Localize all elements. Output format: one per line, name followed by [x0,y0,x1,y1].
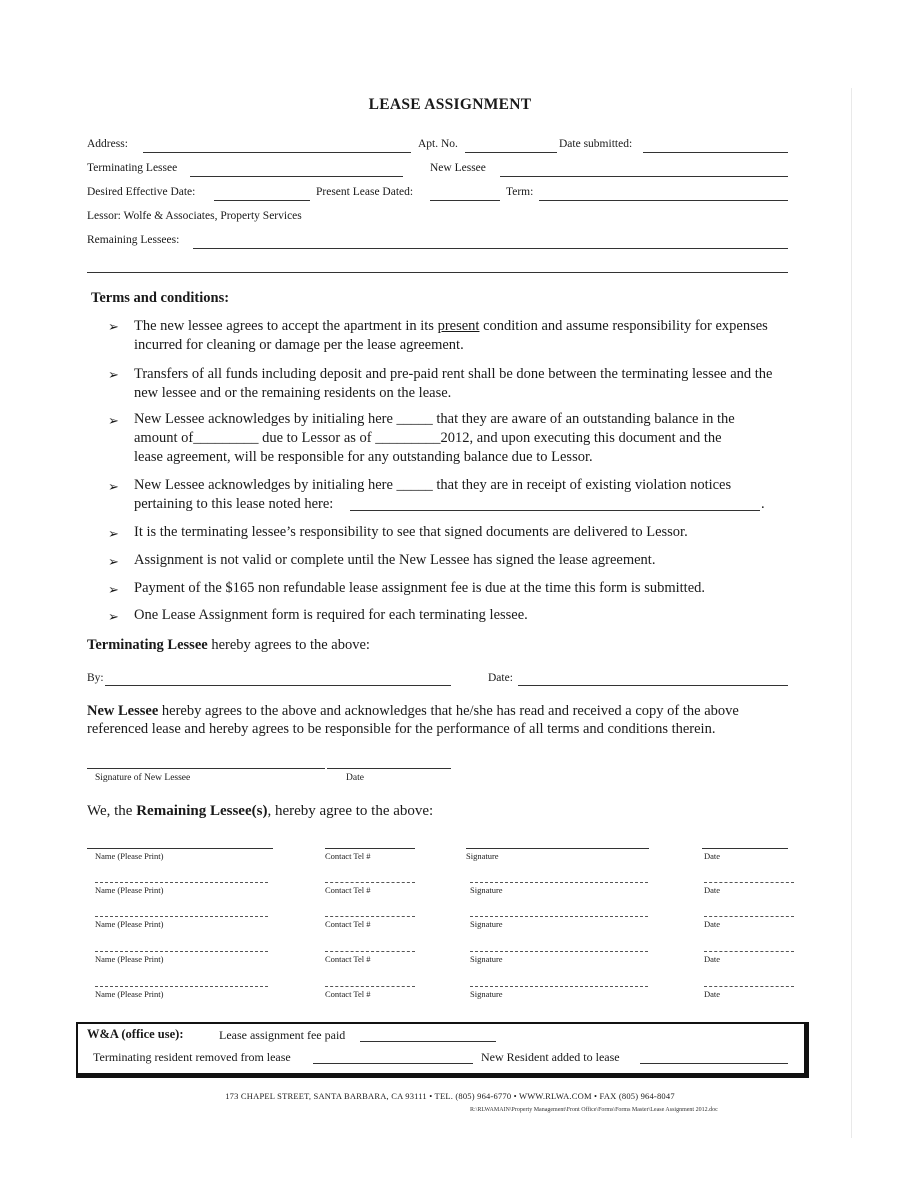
remaining-tel-label: Contact Tel # [325,954,371,964]
bullet-arrow-icon: ➢ [108,319,119,334]
term-label: Term: [506,186,534,198]
remaining-name-label: Name (Please Print) [95,954,164,964]
bullet-arrow-icon: ➢ [108,609,119,624]
page-title: LEASE ASSIGNMENT [368,96,532,113]
bullet-arrow-icon: ➢ [108,413,119,428]
fee-paid-field[interactable] [360,1041,496,1042]
remaining-name-label: Name (Please Print) [95,885,164,895]
term-8: One Lease Assignment form is required for each terminating lessee. [134,607,528,623]
remaining-date-label: Date [704,919,721,929]
remaining-name-field[interactable] [95,951,268,952]
lessor-text: Lessor: Wolfe & Associates, Property Services [87,210,302,222]
remaining-name-field[interactable] [95,986,268,987]
remaining-name-label: Name (Please Print) [95,851,164,861]
term-field[interactable] [539,200,788,201]
fee-paid-label: Lease assignment fee paid [219,1028,346,1042]
terminating-signature-field[interactable] [105,685,451,686]
terminating-agree-text: Terminating Lessee hereby agrees to the above: [87,637,370,653]
office-use-label: W&A (office use): [87,1027,184,1041]
remaining-tel-label: Contact Tel # [325,989,371,999]
remaining-signature-label: Signature [470,885,503,895]
remaining-date-field[interactable] [704,986,794,987]
remaining-signature-label: Signature [470,954,503,964]
remaining-lessees-field[interactable] [193,248,788,249]
footer-file-path: R:\RLWAMAIN\Property Management\Front Office\Forms\Forms Master\Lease Assignment 2012.doc [470,1107,718,1113]
remaining-lessees-label: Remaining Lessees: [87,234,180,246]
term-1: The new lessee agrees to accept the apartment in its present condition and assume responsibility for expenses incurred for cleaning or damage per the lease agreement. [134,318,768,353]
remaining-name-field[interactable] [95,916,268,917]
desired-effective-date-label: Desired Effective Date: [87,186,196,198]
date-submitted-field[interactable] [643,152,788,153]
terminating-lessee-label: Terminating Lessee [87,162,178,174]
term-3-line-3: lease agreement, will be responsible for any outstanding balance due to Lessor. [134,449,593,465]
remaining-date-field[interactable] [704,916,794,917]
remaining-signature-label: Signature [470,919,503,929]
bullet-arrow-icon: ➢ [108,479,119,494]
term-4-line-2: pertaining to this lease noted here: [134,496,334,512]
by-label: By: [87,672,104,684]
term-4-line-1: New Lessee acknowledges by initialing here _____ that they are in receipt of existing violation notices [134,477,732,493]
remaining-date-field[interactable] [702,848,788,849]
address-field[interactable] [143,152,411,153]
terms-heading: Terms and conditions: [91,290,230,306]
desired-effective-date-field[interactable] [214,200,310,201]
new-lessee-signature-field[interactable] [87,768,325,769]
apt-no-field[interactable] [465,152,557,153]
remaining-date-label: Date [704,851,721,861]
remaining-signature-label: Signature [466,851,499,861]
new-lessee-date-field[interactable] [327,768,451,769]
present-lease-dated-field[interactable] [430,200,500,201]
remaining-tel-field[interactable] [325,951,415,952]
term-7: Payment of the $165 non refundable lease assignment fee is due at the time this form is submitted. [134,580,706,596]
remaining-date-label: Date [704,954,721,964]
term-5: It is the terminating lessee’s responsibility to see that signed documents are delivered to Lessor. [134,524,688,540]
remaining-name-field[interactable] [95,882,268,883]
remaining-signature-label: Signature [470,989,503,999]
remaining-name-field[interactable] [87,848,273,849]
remaining-name-label: Name (Please Print) [95,919,164,929]
new-lessee-label: New Lessee [430,162,486,174]
remaining-tel-label: Contact Tel # [325,851,371,861]
remaining-signature-field[interactable] [470,882,648,883]
terminating-lessee-field[interactable] [190,176,403,177]
new-lessee-agree-line-1: New Lessee hereby agrees to the above and acknowledges that he/she has read and received a copy of the above [87,703,739,719]
new-lessee-agree-line-2: referenced lease and hereby agrees to be responsible for the performance of all terms and conditions therein. [87,721,716,737]
new-lessee-date-label: Date [346,773,364,783]
term-3-line-1: New Lessee acknowledges by initialing here _____ that they are aware of an outstanding balance in the [134,411,735,427]
footer-address: 173 CHAPEL STREET, SANTA BARBARA, CA 93111 • TEL. (805) 964-6770 • WWW.RLWA.COM • FAX (805) 964-8047 [225,1091,675,1101]
remaining-signature-field[interactable] [470,951,648,952]
term-6: Assignment is not valid or complete until the New Lessee has signed the lease agreement. [134,552,656,568]
removed-from-lease-label: Terminating resident removed from lease [93,1050,291,1064]
remaining-lessees-field-2[interactable] [87,272,788,273]
remaining-signature-field[interactable] [466,848,649,849]
bullet-arrow-icon: ➢ [108,582,119,597]
page-edge [851,88,852,1138]
remaining-date-field[interactable] [704,951,794,952]
present-lease-dated-label: Present Lease Dated: [316,186,414,198]
bullet-arrow-icon: ➢ [108,367,119,382]
remaining-tel-field[interactable] [325,848,415,849]
remaining-signature-field[interactable] [470,916,648,917]
added-to-lease-label: New Resident added to lease [481,1050,620,1064]
terminating-date-field[interactable] [518,685,788,686]
remaining-date-label: Date [704,989,721,999]
remaining-tel-label: Contact Tel # [325,919,371,929]
remaining-date-label: Date [704,885,721,895]
violation-notices-field[interactable] [350,510,760,511]
remaining-tel-field[interactable] [325,916,415,917]
terminating-date-label: Date: [488,672,513,684]
remaining-signature-field[interactable] [470,986,648,987]
bullet-arrow-icon: ➢ [108,526,119,541]
remaining-tel-field[interactable] [325,986,415,987]
address-label: Address: [87,138,128,150]
remaining-tel-label: Contact Tel # [325,885,371,895]
date-submitted-label: Date submitted: [559,138,633,150]
term-2: Transfers of all funds including deposit and pre-paid rent shall be done between the terminating lessee and the new lessee and or the remaining residents on the lease. [134,366,773,401]
remaining-agree-text: We, the Remaining Lessee(s), hereby agree to the above: [87,803,434,819]
remaining-date-field[interactable] [704,882,794,883]
term-3-line-2: amount of_________ due to Lessor as of _________2012, and upon executing this document and the [134,430,722,446]
remaining-tel-field[interactable] [325,882,415,883]
apt-no-label: Apt. No. [418,138,458,150]
new-lessee-signature-label: Signature of New Lessee [95,773,191,783]
remaining-name-label: Name (Please Print) [95,989,164,999]
term-4-end: . [761,496,765,512]
added-to-lease-field[interactable] [640,1063,788,1064]
bullet-arrow-icon: ➢ [108,554,119,569]
new-lessee-field[interactable] [500,176,788,177]
removed-from-lease-field[interactable] [313,1063,473,1064]
